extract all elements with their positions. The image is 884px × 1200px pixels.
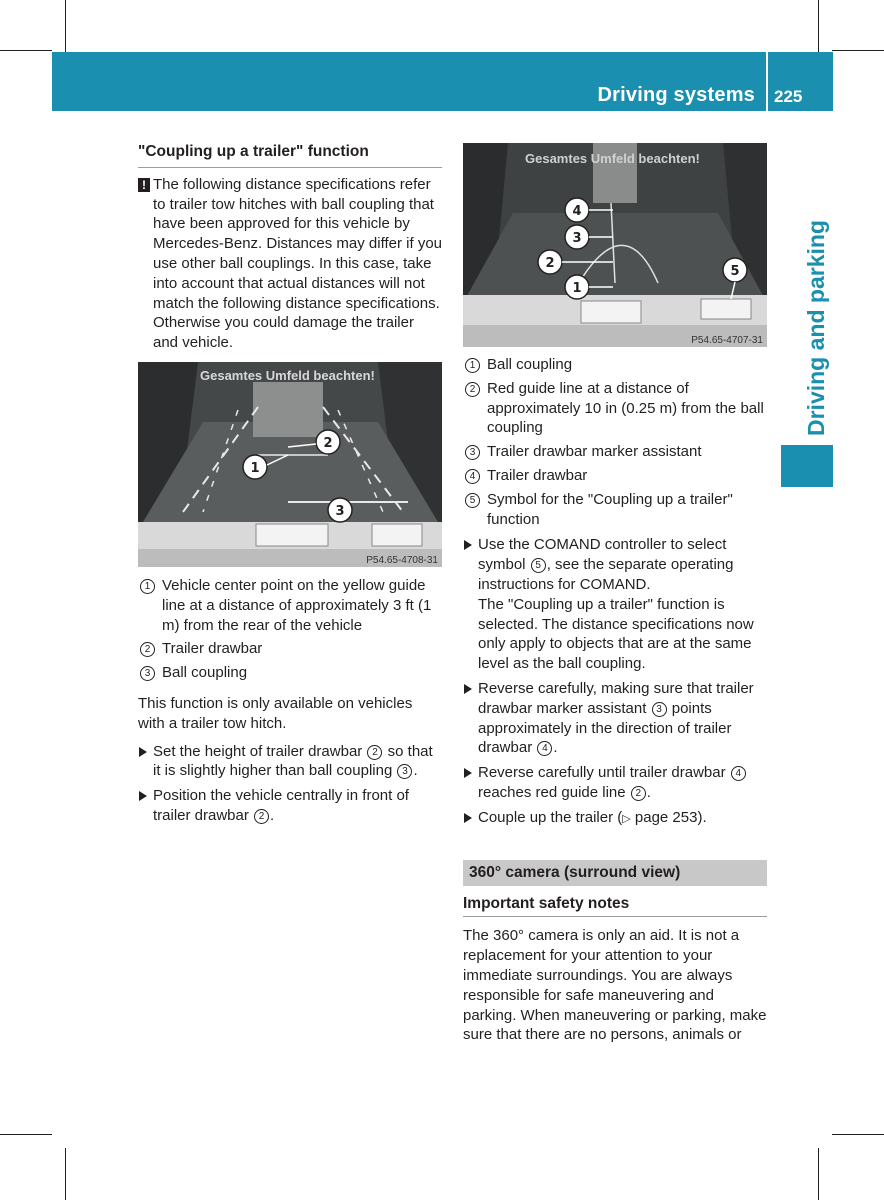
step-arrow-icon bbox=[464, 768, 472, 778]
legend-text: Vehicle center point on the yellow guide line at a distance of approximately 3 ft (1 m) from the rear of the vehicle bbox=[162, 576, 432, 634]
svg-text:5: 5 bbox=[730, 264, 740, 279]
left-column bbox=[138, 142, 442, 826]
step-text: points approximately in the direction of trailer drawbar bbox=[478, 699, 732, 757]
callout-number: 5 bbox=[531, 558, 546, 573]
step-text: Position the vehicle centrally in front of trailer drawbar bbox=[153, 787, 409, 824]
crop-mark bbox=[65, 1148, 66, 1200]
warning-text: The following distance specifications refer to trailer tow hitches with ball coupling that have been approved for this vehicle by Mercedes-Benz. Distances may differ if you use other ball couplings. In this case, take into account that actual distances will not match the following distance specifications. Otherwise you could damage the trailer and vehicle. bbox=[153, 175, 443, 352]
callout-number: 2 bbox=[367, 745, 382, 760]
step-text: . bbox=[413, 762, 418, 780]
legend-text: Trailer drawbar bbox=[162, 640, 263, 658]
legend-number: 2 bbox=[140, 642, 155, 657]
legend-text: Symbol for the "Coupling up a trailer" function bbox=[487, 490, 733, 528]
warning-note bbox=[138, 175, 442, 353]
figure-banner: Gesamtes Umfeld beachten! bbox=[200, 367, 375, 383]
step-text: Set the height of trailer drawbar bbox=[153, 742, 363, 760]
legend-text: Trailer drawbar marker assistant bbox=[487, 443, 702, 461]
legend-text: Red guide line at a distance of approximately 10 in (0.25 m) from the ball coupling bbox=[487, 379, 764, 437]
section-heading: "Coupling up a trailer" function bbox=[138, 142, 442, 168]
instruction-step bbox=[463, 808, 767, 830]
instruction-step bbox=[463, 763, 767, 803]
legend-item bbox=[138, 663, 442, 683]
svg-text:3: 3 bbox=[572, 231, 582, 246]
instruction-step bbox=[463, 679, 767, 758]
body-paragraph: The 360° camera is only an aid. It is not a replacement for your attention to your immediate surroundings. You are always responsible for safe maneuvering and parking. When maneuvering or parking, make sure that there are no persons, animals or bbox=[463, 927, 767, 1044]
step-arrow-icon bbox=[139, 747, 147, 757]
callout-number: 2 bbox=[254, 809, 269, 824]
page-reference-link[interactable]: page 253). bbox=[630, 808, 707, 826]
header-divider bbox=[766, 52, 768, 111]
step-text: Reverse carefully until trailer drawbar bbox=[478, 764, 726, 782]
crop-mark bbox=[818, 1148, 819, 1200]
callout-number: 3 bbox=[652, 702, 667, 717]
crop-mark bbox=[0, 1134, 52, 1135]
step-text: . bbox=[553, 739, 558, 757]
legend-item bbox=[463, 379, 767, 438]
legend-text: Trailer drawbar bbox=[487, 466, 588, 484]
instruction-step bbox=[463, 535, 767, 674]
body-paragraph: This function is only available on vehicles with a trailer tow hitch. bbox=[138, 694, 413, 732]
legend-number: 4 bbox=[465, 469, 480, 484]
section-bar: 360° camera (surround view) bbox=[463, 860, 767, 886]
step-arrow-icon bbox=[464, 540, 472, 550]
instruction-step bbox=[138, 742, 442, 782]
step-text: so that it is slightly higher than ball coupling bbox=[153, 742, 433, 780]
legend-number: 3 bbox=[465, 445, 480, 460]
svg-text:3: 3 bbox=[335, 503, 345, 519]
figure-code: P54.65-4708-31 bbox=[366, 554, 438, 566]
page-header bbox=[52, 52, 833, 111]
figure-banner: Gesamtes Umfeld beachten! bbox=[525, 151, 700, 166]
callout-number: 3 bbox=[397, 764, 412, 779]
step-text: Reverse carefully, making sure that trailer drawbar marker assistant bbox=[478, 679, 754, 717]
step-text: reaches red guide line bbox=[478, 783, 626, 801]
step-text: Couple up the trailer ( bbox=[478, 808, 623, 826]
callout-number: 2 bbox=[631, 786, 646, 801]
instruction-step bbox=[138, 786, 442, 826]
step-text: . bbox=[270, 806, 275, 824]
legend-item bbox=[138, 576, 442, 635]
right-column bbox=[463, 143, 767, 1045]
step-arrow-icon bbox=[139, 791, 147, 801]
svg-text:4: 4 bbox=[572, 204, 582, 219]
step-arrow-icon bbox=[464, 684, 472, 694]
subheading: Important safety notes bbox=[463, 894, 767, 918]
svg-text:2: 2 bbox=[545, 256, 555, 271]
side-tab bbox=[781, 0, 833, 487]
step-arrow-icon bbox=[464, 813, 472, 823]
svg-text:1: 1 bbox=[250, 460, 260, 476]
step-result: The "Coupling up a trailer" function is selected. The distance specifications now only apply to objects that are at the same level as the ball coupling. bbox=[478, 595, 754, 673]
step-text: Use the COMAND controller to select symbol bbox=[478, 536, 727, 574]
crop-mark bbox=[65, 0, 66, 52]
legend-item bbox=[138, 639, 442, 659]
callout-number: 4 bbox=[537, 741, 552, 756]
side-tab-label: Driving and parking bbox=[803, 220, 829, 436]
crop-mark bbox=[832, 50, 884, 51]
camera-figure-right bbox=[463, 143, 767, 347]
legend-text: Ball coupling bbox=[162, 664, 248, 682]
legend-number: 1 bbox=[140, 579, 155, 594]
svg-text:2: 2 bbox=[323, 435, 333, 451]
page-ref-arrow-icon: ▷ bbox=[622, 812, 631, 825]
figure-code: P54.65-4707-31 bbox=[691, 335, 763, 346]
crop-mark bbox=[832, 1134, 884, 1135]
side-tab-marker bbox=[781, 445, 833, 487]
legend-item bbox=[463, 442, 767, 462]
section-title: Driving systems bbox=[597, 84, 755, 106]
legend-number: 3 bbox=[140, 666, 155, 681]
legend-item bbox=[463, 355, 767, 375]
callout-number: 4 bbox=[731, 766, 746, 781]
crop-mark bbox=[0, 50, 52, 51]
legend-item bbox=[463, 490, 767, 530]
legend-number: 2 bbox=[465, 382, 480, 397]
legend-item bbox=[463, 466, 767, 486]
warning-icon: ! bbox=[138, 178, 150, 192]
page-number: 225 bbox=[774, 87, 803, 106]
svg-text:1: 1 bbox=[572, 281, 582, 296]
step-text: , see the separate operating instructions for COMAND. bbox=[478, 556, 734, 593]
legend-number: 1 bbox=[465, 358, 480, 373]
legend-text: Ball coupling bbox=[487, 356, 573, 373]
step-text: . bbox=[646, 783, 651, 801]
camera-figure-left bbox=[138, 362, 442, 567]
legend-number: 5 bbox=[465, 493, 480, 508]
